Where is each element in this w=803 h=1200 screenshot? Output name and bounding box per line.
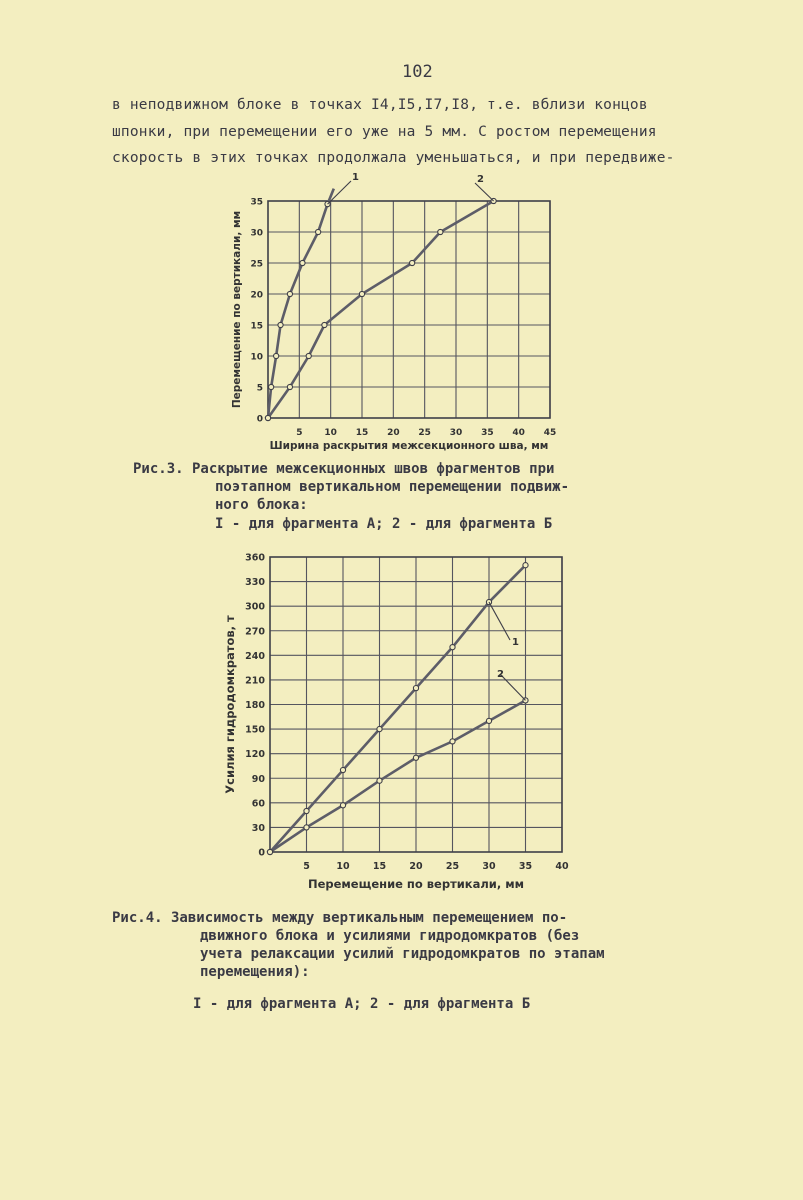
figure-4-chart [0, 540, 803, 900]
series-1-point [450, 645, 455, 650]
body-text-line: в неподвижном блоке в точках I4,I5,I7,I8, т.е. вблизи концов [112, 97, 648, 113]
x-tick-label: 45 [543, 428, 557, 438]
x-axis-label: Перемещение по вертикали, мм [307, 877, 525, 891]
body-text-line: скорость в этих точках продолжала уменьшаться, и при передвиже- [112, 150, 675, 166]
figure-4-caption: перемещения): [200, 964, 310, 980]
y-tick-label: 30 [251, 822, 265, 834]
y-tick-label: 150 [245, 724, 265, 736]
plot-frame [268, 201, 550, 418]
series-1-point [413, 686, 418, 691]
series-1-point [340, 767, 345, 772]
series-1-point [269, 384, 274, 389]
y-tick-label: 10 [250, 352, 263, 363]
series-1-point [278, 322, 283, 327]
series-2-point [486, 718, 491, 723]
x-tick-label: 40 [555, 861, 569, 872]
figure-3-chart [0, 0, 803, 470]
y-tick-label: 60 [251, 798, 265, 810]
x-tick-label: 15 [355, 428, 369, 438]
x-tick-label: 25 [418, 428, 431, 438]
y-tick-label: 25 [250, 259, 263, 270]
series-1-callout-line [489, 602, 510, 640]
figure-4-legend: I - для фрагмента А; 2 - для фрагмента Б [193, 996, 531, 1012]
series-2-callout-label: 2 [477, 174, 484, 185]
series-2-line [268, 201, 494, 418]
y-tick-label: 120 [245, 749, 265, 761]
x-tick-label: 5 [296, 428, 303, 438]
series-1-point [377, 726, 382, 731]
series-1-line [268, 189, 334, 418]
series-1-point [316, 229, 321, 234]
x-tick-label: 40 [512, 428, 525, 438]
y-axis-label: Усилия гидродомкратов, т [223, 615, 237, 794]
series-1-callout-label: 1 [512, 637, 519, 648]
y-tick-label: 360 [245, 552, 265, 564]
figure-4-caption: учета релаксации усилий гидродомкратов по этапам [200, 946, 605, 962]
y-tick-label: 210 [245, 675, 265, 687]
y-tick-label: 5 [256, 383, 263, 394]
series-2-callout-line [475, 183, 494, 201]
figure-4-caption: движного блока и усилиями гидродомкратов (без [200, 928, 580, 944]
x-tick-label: 5 [303, 861, 310, 872]
x-tick-label: 30 [449, 428, 463, 438]
series-1-point [304, 808, 309, 813]
x-tick-label: 30 [482, 861, 496, 872]
figure-3-caption: Рис.3. Раскрытие межсекционных швов фрагментов при [133, 461, 555, 477]
figure-3-caption: поэтапном вертикальном перемещении подвиж- [215, 479, 570, 495]
y-tick-label: 30 [250, 228, 263, 239]
y-tick-label: 0 [256, 414, 263, 425]
series-2-point [410, 260, 415, 265]
y-tick-label: 15 [250, 321, 263, 332]
y-tick-label: 180 [245, 700, 265, 711]
y-tick-label: 300 [245, 601, 265, 613]
y-tick-label: 0 [258, 847, 265, 859]
series-1-point [274, 353, 279, 358]
series-2-point [413, 755, 418, 760]
x-tick-label: 10 [324, 428, 337, 438]
x-tick-label: 10 [336, 861, 350, 872]
y-tick-label: 270 [245, 626, 265, 638]
series-2-point [377, 778, 382, 783]
series-2-point [322, 322, 327, 327]
series-1-point [287, 291, 292, 296]
series-2-point [265, 415, 270, 420]
series-2-point [287, 384, 292, 389]
y-tick-label: 35 [250, 197, 263, 208]
series-2-point [304, 825, 309, 830]
y-tick-label: 240 [245, 650, 265, 662]
x-tick-label: 20 [409, 861, 423, 872]
y-tick-label: 90 [251, 773, 265, 785]
series-2-point [359, 291, 364, 296]
x-axis-label: Ширина раскрытия межсекционного шва, мм [269, 440, 549, 452]
figure-4-caption: Рис.4. Зависимость между вертикальным перемещением по- [112, 910, 568, 926]
x-tick-label: 35 [518, 861, 533, 872]
x-tick-label: 15 [372, 861, 387, 872]
x-tick-label: 35 [481, 428, 494, 438]
series-2-point [306, 353, 311, 358]
figure-3-caption: ного блока: [215, 497, 308, 513]
series-2-point [438, 229, 443, 234]
y-tick-label: 330 [245, 577, 265, 589]
series-2-point [267, 849, 272, 854]
y-tick-label: 20 [250, 290, 263, 301]
x-tick-label: 25 [445, 861, 460, 872]
y-axis-label: Перемещение по вертикали, мм [231, 210, 243, 409]
page-number: 102 [402, 62, 433, 82]
x-tick-label: 20 [387, 428, 400, 438]
series-2-callout-label: 2 [497, 669, 504, 680]
series-2-point [340, 803, 345, 808]
series-1-point [300, 260, 305, 265]
series-1-point [523, 563, 528, 568]
body-text-line: шпонки, при перемещении его уже на 5 мм. С ростом перемещения [112, 124, 657, 140]
figure-3-legend: I - для фрагмента А; 2 - для фрагмента Б [215, 516, 553, 532]
series-1-callout-label: 1 [352, 172, 359, 183]
series-2-point [450, 739, 455, 744]
